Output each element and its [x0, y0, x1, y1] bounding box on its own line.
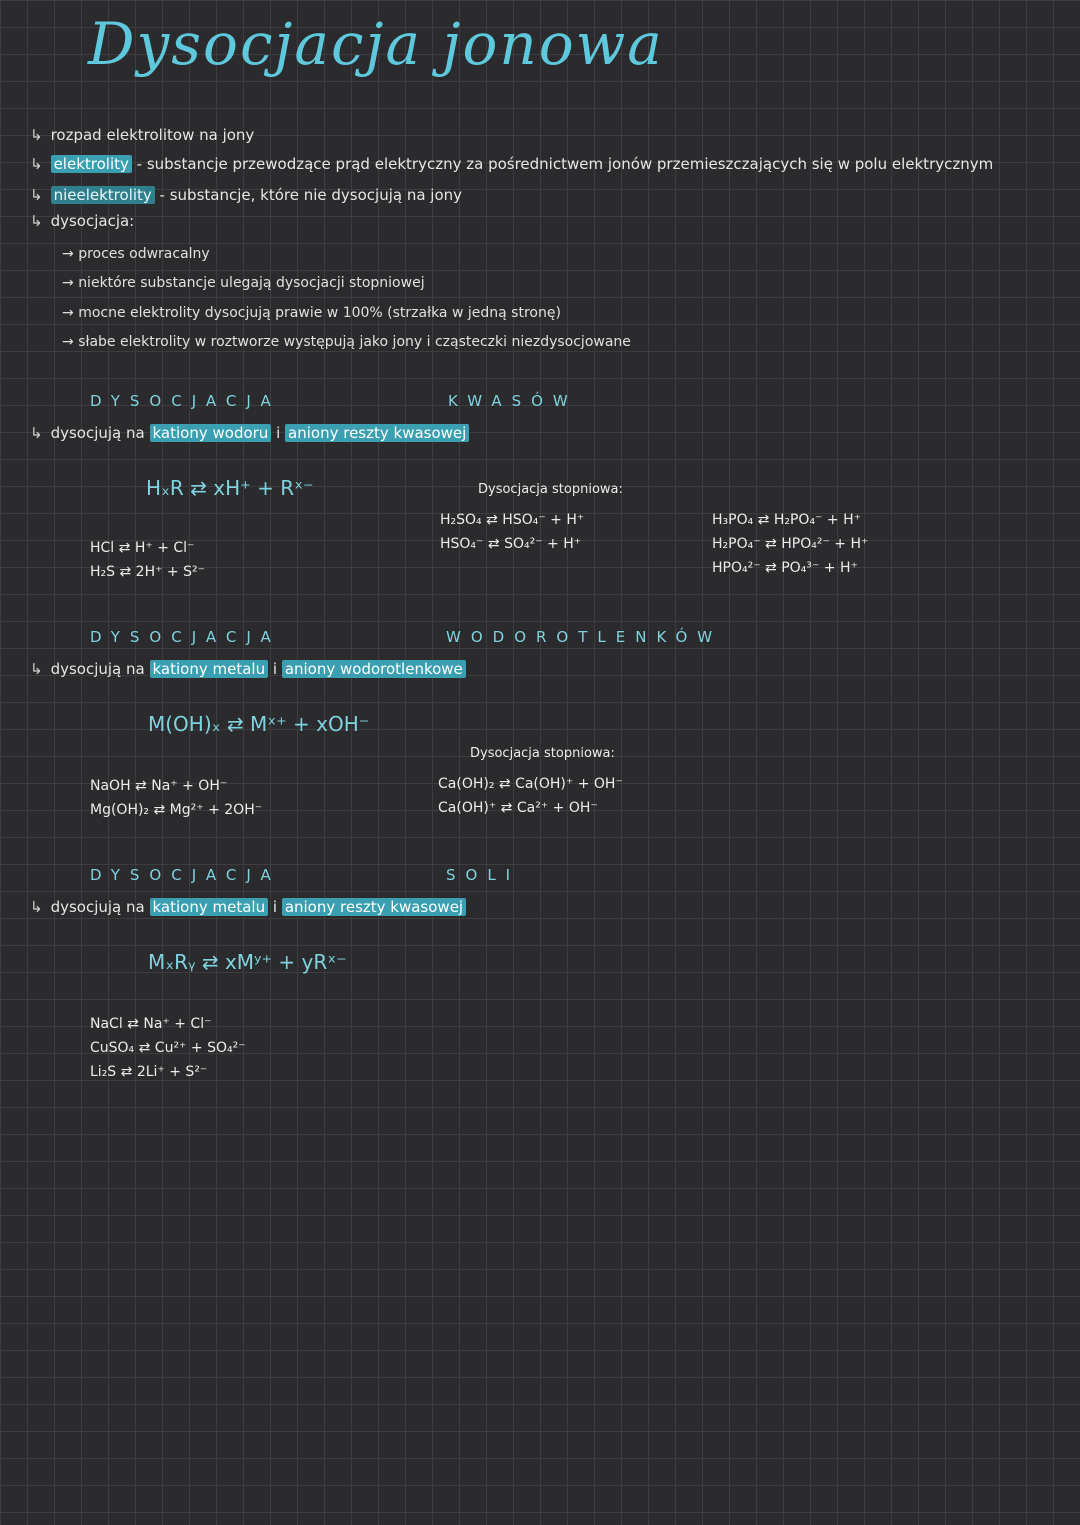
bases-examples: NaOH ⇄ Na⁺ + OH⁻ Mg(OH)₂ ⇄ Mg²⁺ + 2OH⁻ — [90, 778, 263, 818]
bases-heading-right: WODOROTLENKÓW — [446, 628, 723, 646]
intro-line-3 — [30, 186, 462, 204]
arrow-icon: → — [62, 305, 79, 321]
hook-arrow-icon: ↳ — [30, 212, 43, 230]
intro-line-2 — [30, 155, 993, 173]
acids-description: ↳ dysocjują na kationy wodoru i aniony reszty kwasowej — [30, 424, 469, 442]
intro-line-4 — [30, 212, 134, 230]
acids-stepwise-h2so4: H₂SO₄ ⇄ HSO₄⁻ + H⁺ HSO₄⁻ ⇄ SO₄²⁻ + H⁺ — [440, 512, 585, 552]
term-nieelektrolity: nieelektrolity — [51, 186, 155, 204]
salts-heading-left: DYSOCJACJA — [90, 866, 281, 884]
hook-arrow-icon: ↳ — [30, 898, 43, 916]
acids-examples: HCl ⇄ H⁺ + Cl⁻ H₂S ⇄ 2H⁺ + S²⁻ — [90, 540, 206, 580]
intro-text: rozpad elektrolitow na jony — [50, 126, 255, 144]
bases-description: ↳ dysocjują na kationy metalu i aniony wodorotlenkowe — [30, 660, 466, 678]
acids-stepwise-h3po4: H₃PO₄ ⇄ H₂PO₄⁻ + H⁺ H₂PO₄⁻ ⇄ HPO₄²⁻ + H⁺ HPO₄²⁻ ⇄ PO₄³⁻ + H⁺ — [712, 512, 869, 576]
point-2: → niektóre substancje ulegają dysocjacji stopniowej — [62, 275, 425, 291]
hook-arrow-icon: ↳ — [30, 186, 43, 204]
intro-text: dysocjacja: — [50, 212, 135, 230]
acids-stepwise-title: Dysocjacja stopniowa: — [478, 482, 623, 497]
salts-examples: NaCl ⇄ Na⁺ + Cl⁻ CuSO₄ ⇄ Cu²⁺ + SO₄²⁻ Li₂S ⇄ 2Li⁺ + S²⁻ — [90, 1016, 246, 1080]
hook-arrow-icon: ↳ — [30, 126, 43, 144]
term-elektrolity: elektrolity — [51, 155, 132, 173]
bases-stepwise-title: Dysocjacja stopniowa: — [470, 746, 615, 761]
acids-general-formula: HₓR ⇄ xH⁺ + Rˣ⁻ — [146, 476, 314, 500]
arrow-icon: → — [62, 246, 79, 262]
salts-heading-right: SOLI — [446, 866, 521, 884]
arrow-icon: → — [62, 334, 79, 350]
salts-general-formula: MₓRᵧ ⇄ xMʸ⁺ + yRˣ⁻ — [148, 950, 347, 974]
intro-text: - substancje, które nie dysocjują na jony — [154, 186, 463, 204]
intro-text: - substancje przewodzące prąd elektryczny za pośrednictwem jonów przemieszczających się w polu elektrycznym — [131, 155, 994, 173]
point-3: → mocne elektrolity dysocjują prawie w 100% (strzałka w jedną stronę) — [62, 305, 561, 321]
arrow-icon: → — [62, 275, 79, 291]
acids-heading-right: KWASÓW — [448, 392, 578, 410]
bases-stepwise: Ca(OH)₂ ⇄ Ca(OH)⁺ + OH⁻ Ca(OH)⁺ ⇄ Ca²⁺ + OH⁻ — [438, 776, 623, 816]
hook-arrow-icon: ↳ — [30, 660, 43, 678]
bases-general-formula: M(OH)ₓ ⇄ Mˣ⁺ + xOH⁻ — [148, 712, 370, 736]
page-title: Dysocjacja jonowa — [88, 10, 664, 78]
hook-arrow-icon: ↳ — [30, 424, 43, 442]
salts-description: ↳ dysocjują na kationy metalu i aniony reszty kwasowej — [30, 898, 466, 916]
hook-arrow-icon: ↳ — [30, 155, 43, 173]
intro-line-1 — [30, 126, 254, 144]
bases-heading-left: DYSOCJACJA — [90, 628, 281, 646]
point-4: → słabe elektrolity w roztworze występują jako jony i cząsteczki niezdysocjowane — [62, 334, 631, 350]
acids-heading-left: DYSOCJACJA — [90, 392, 281, 410]
point-1: → proces odwracalny — [62, 246, 210, 262]
